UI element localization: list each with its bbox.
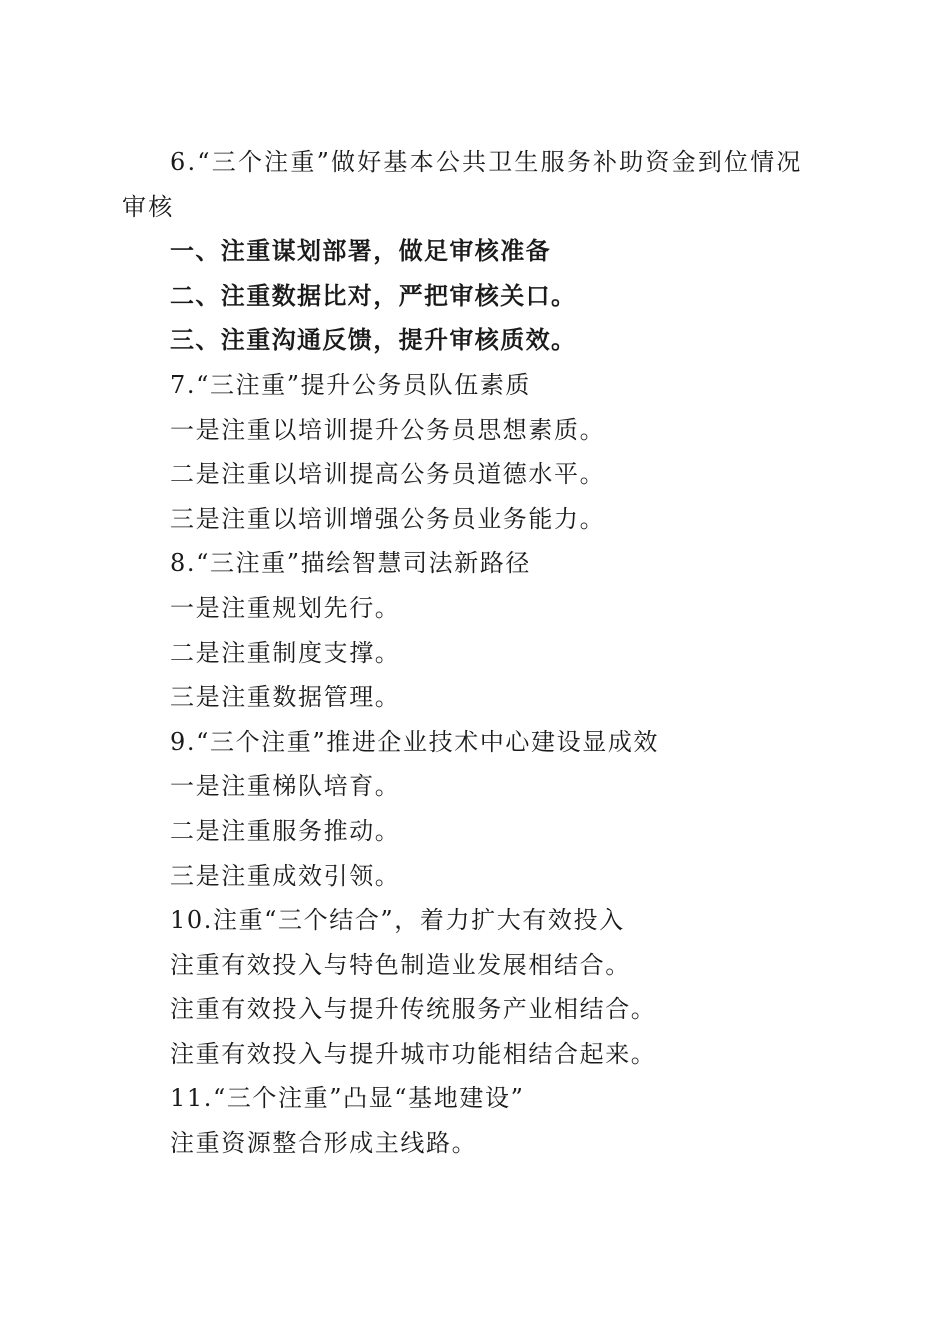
subheading-3: 三、注重沟通反馈，提升审核质效。 — [170, 326, 577, 355]
list-item: 一是注重以培训提升公务员思想素质。 — [170, 415, 606, 444]
subheading-2: 二、注重数据比对，严把审核关口。 — [170, 281, 577, 310]
subheading-1: 一、注重谋划部署，做足审核准备 — [170, 237, 551, 266]
list-item: 三是注重数据管理。 — [170, 683, 401, 712]
section-heading-10: 10.注重“三个结合”，着力扩大有效投入 — [170, 906, 625, 935]
list-item: 二是注重以培训提高公务员道德水平。 — [170, 460, 606, 489]
section-heading-9: 9.“三个注重”推进企业技术中心建设显成效 — [170, 727, 660, 756]
list-item: 注重有效投入与提升传统服务产业相结合。 — [170, 995, 657, 1024]
list-item: 一是注重梯队培育。 — [170, 772, 401, 801]
list-item: 三是注重以培训增强公务员业务能力。 — [170, 504, 606, 533]
list-item: 三是注重成效引领。 — [170, 861, 401, 890]
list-item: 注重有效投入与特色制造业发展相结合。 — [170, 950, 631, 979]
section-heading-8: 8.“三注重”描绘智慧司法新路径 — [170, 549, 532, 578]
list-item: 注重有效投入与提升城市功能相结合起来。 — [170, 1039, 657, 1068]
list-item: 二是注重制度支撑。 — [170, 638, 401, 667]
list-item: 一是注重规划先行。 — [170, 593, 401, 622]
document-body — [122, 140, 822, 1166]
list-item: 二是注重服务推动。 — [170, 816, 401, 845]
section-heading-7: 7.“三注重”提升公务员队伍素质 — [170, 370, 532, 399]
section-heading-11: 11.“三个注重”凸显“基地建设” — [170, 1084, 525, 1113]
list-item: 注重资源整合形成主线路。 — [170, 1129, 478, 1158]
section-heading-6: 6.“三个注重”做好基本公共卫生服务补助资金到位情况审核 — [122, 148, 803, 221]
